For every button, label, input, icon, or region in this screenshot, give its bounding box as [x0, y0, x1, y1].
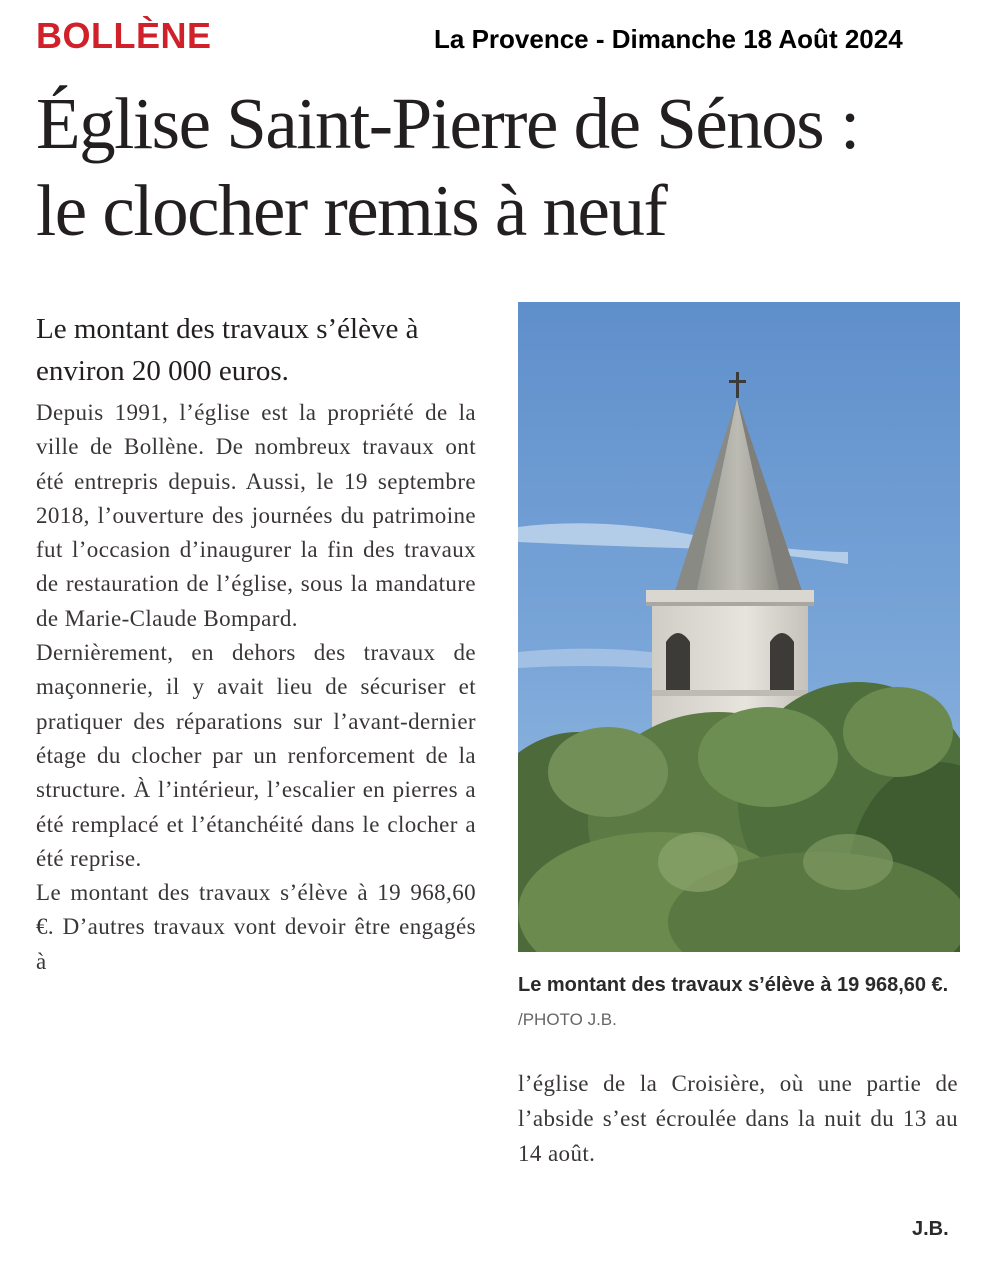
body-paragraph-2: Dernièrement, en dehors des travaux de maçonnerie, il y avait lieu de sécuriser et pratiquer des réparations sur l’avant-dernier étage du clocher par un renforcement de la structure. À l’intérieur, l’escalier en pierres a été remplacé et l’étanchéité dans le clocher a été reprise.: [36, 640, 476, 871]
belfry-arch-left: [666, 633, 690, 692]
continuation-paragraph: l’église de la Croisière, où une partie de l’abside s’est écroulée dans la nuit du 13 au 14 août.: [518, 1071, 958, 1166]
headline: [36, 80, 966, 254]
caption-text: Le montant des travaux s’élève à 19 968,60 €.: [518, 974, 949, 996]
church-bell-tower-photo: [518, 302, 960, 952]
cornice: [646, 590, 814, 604]
lead-paragraph: Le montant des travaux s’élève à environ 20 000 euros.: [36, 313, 419, 387]
dateline: La Provence - Dimanche 18 Août 2024: [434, 24, 903, 54]
belfry-arch-right: [770, 633, 794, 692]
photo-caption: [518, 968, 958, 1037]
headline-line-1: Église Saint-Pierre de Sénos :: [36, 83, 859, 164]
body-paragraph-1: Depuis 1991, l’église est la propriété de la ville de Bollène. De nombreux travaux ont été entrepris depuis. Aussi, le 19 septembre 2018, l’ouverture des journées du patrimoine fut l’occasion d’inaugurer la fin des travaux de restauration de l’église, sous la mandature de Marie-Claude Bompard.: [36, 400, 476, 631]
author-signature: J.B.: [912, 1218, 949, 1240]
section-label: BOLLÈNE: [36, 15, 212, 56]
headline-line-2: le clocher remis à neuf: [36, 170, 667, 251]
photo-credit: /PHOTO J.B.: [518, 1010, 617, 1029]
right-column: [518, 1066, 958, 1171]
left-column: [36, 308, 476, 979]
body-paragraph-3: Le montant des travaux s’élève à 19 968,60 €. D’autres travaux vont devoir être engagés à: [36, 880, 476, 974]
